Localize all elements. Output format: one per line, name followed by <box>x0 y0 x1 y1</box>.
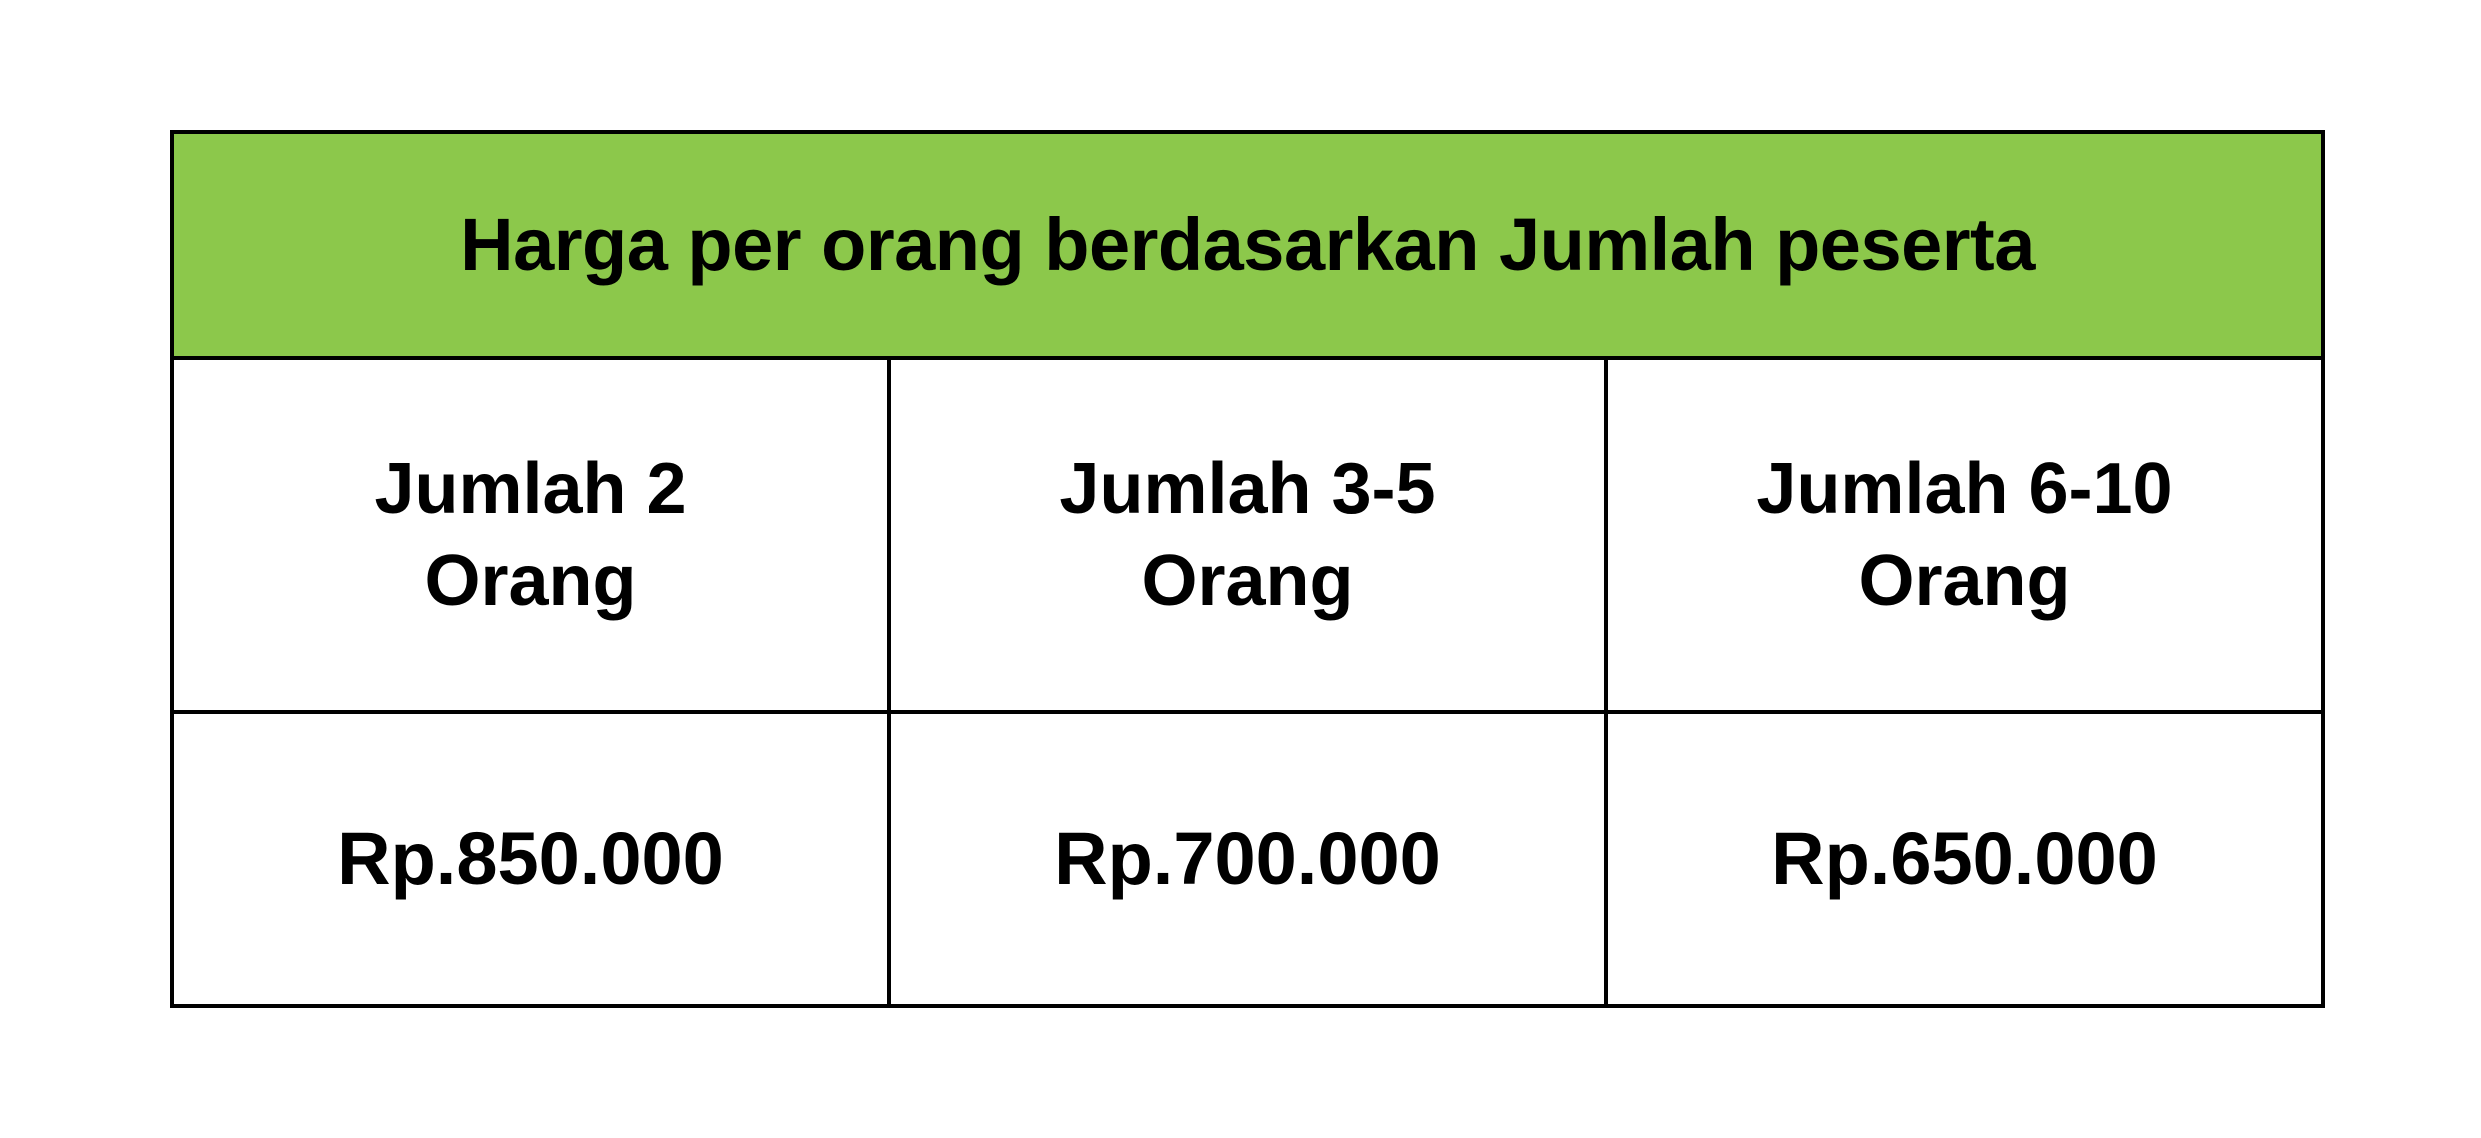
column-header-1-line2: Orang <box>424 541 637 621</box>
column-header-2 <box>889 358 1606 712</box>
column-header-1-line1: Jumlah 2 <box>374 448 687 529</box>
table-title: Harga per orang berdasarkan Jumlah peserta <box>172 132 2323 358</box>
table-title-row <box>172 132 2323 358</box>
column-header-2-line2: Orang <box>1141 541 1354 621</box>
column-header-3-line1: Jumlah 6-10 <box>1756 448 2173 529</box>
column-header-2-line1: Jumlah 3-5 <box>1059 448 1436 529</box>
column-header-3-line2: Orang <box>1858 541 2071 621</box>
column-header-1 <box>172 358 889 712</box>
column-header-3 <box>1606 358 2323 712</box>
price-cell-3: Rp.650.000 <box>1606 712 2323 1006</box>
table-price-row <box>172 712 2323 1006</box>
price-cell-2: Rp.700.000 <box>889 712 1606 1006</box>
table-header-row <box>172 358 2323 712</box>
price-cell-1: Rp.850.000 <box>172 712 889 1006</box>
pricing-table <box>170 130 2325 1008</box>
